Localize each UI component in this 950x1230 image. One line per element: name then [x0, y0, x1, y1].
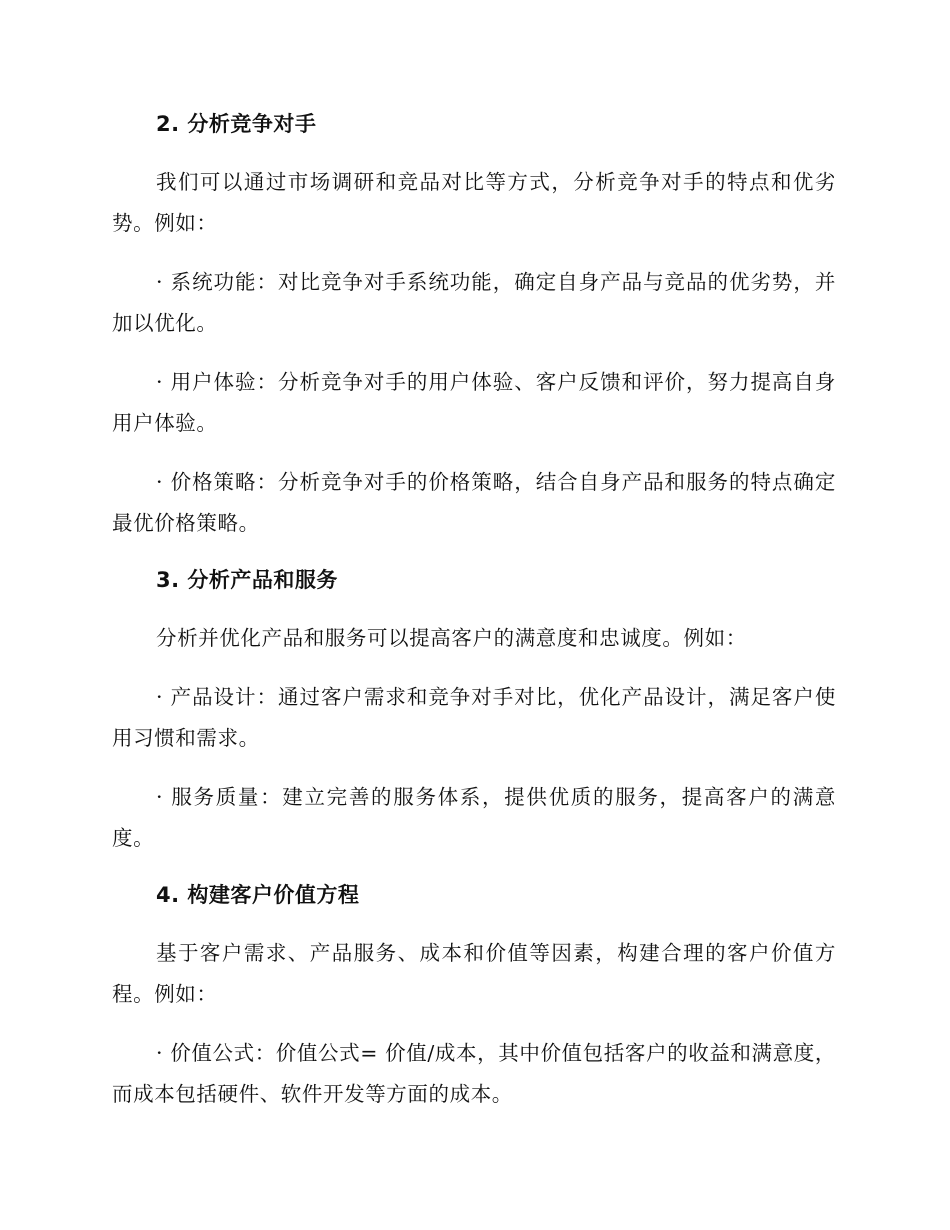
section-competitors: [112, 106, 836, 544]
document-page: [112, 106, 836, 1133]
list-item: · 系统功能：对比竞争对手系统功能，确定自身产品与竞品的优劣势，并加以优化。: [112, 270, 836, 335]
list-item: · 产品设计：通过客户需求和竞争对手对比，优化产品设计，满足客户使用习惯和需求。: [112, 685, 836, 750]
section-products-services: [112, 562, 836, 859]
section-heading: 3. 分析产品和服务: [156, 568, 338, 592]
list-item: · 价格策略：分析竞争对手的价格策略，结合自身产品和服务的特点确定最优价格策略。: [112, 470, 836, 535]
section-heading: 4. 构建客户价值方程: [156, 883, 360, 907]
section-intro: 分析并优化产品和服务可以提高客户的满意度和忠诚度。例如：: [156, 626, 747, 650]
section-value-equation: [112, 877, 836, 1115]
section-heading: 2. 分析竞争对手: [156, 112, 317, 136]
section-intro: 我们可以通过市场调研和竞品对比等方式，分析竞争对手的特点和优劣势。例如：: [112, 170, 836, 235]
section-intro: 基于客户需求、产品服务、成本和价值等因素，构建合理的客户价值方程。例如：: [112, 941, 836, 1006]
list-item: · 用户体验：分析竞争对手的用户体验、客户反馈和评价，努力提高自身用户体验。: [112, 370, 836, 435]
list-item: · 服务质量：建立完善的服务体系，提供优质的服务，提高客户的满意度。: [112, 785, 836, 850]
list-item: · 价值公式：价值公式= 价值/成本，其中价值包括客户的收益和满意度，而成本包括硬件、软件开发等方面的成本。: [112, 1041, 836, 1106]
